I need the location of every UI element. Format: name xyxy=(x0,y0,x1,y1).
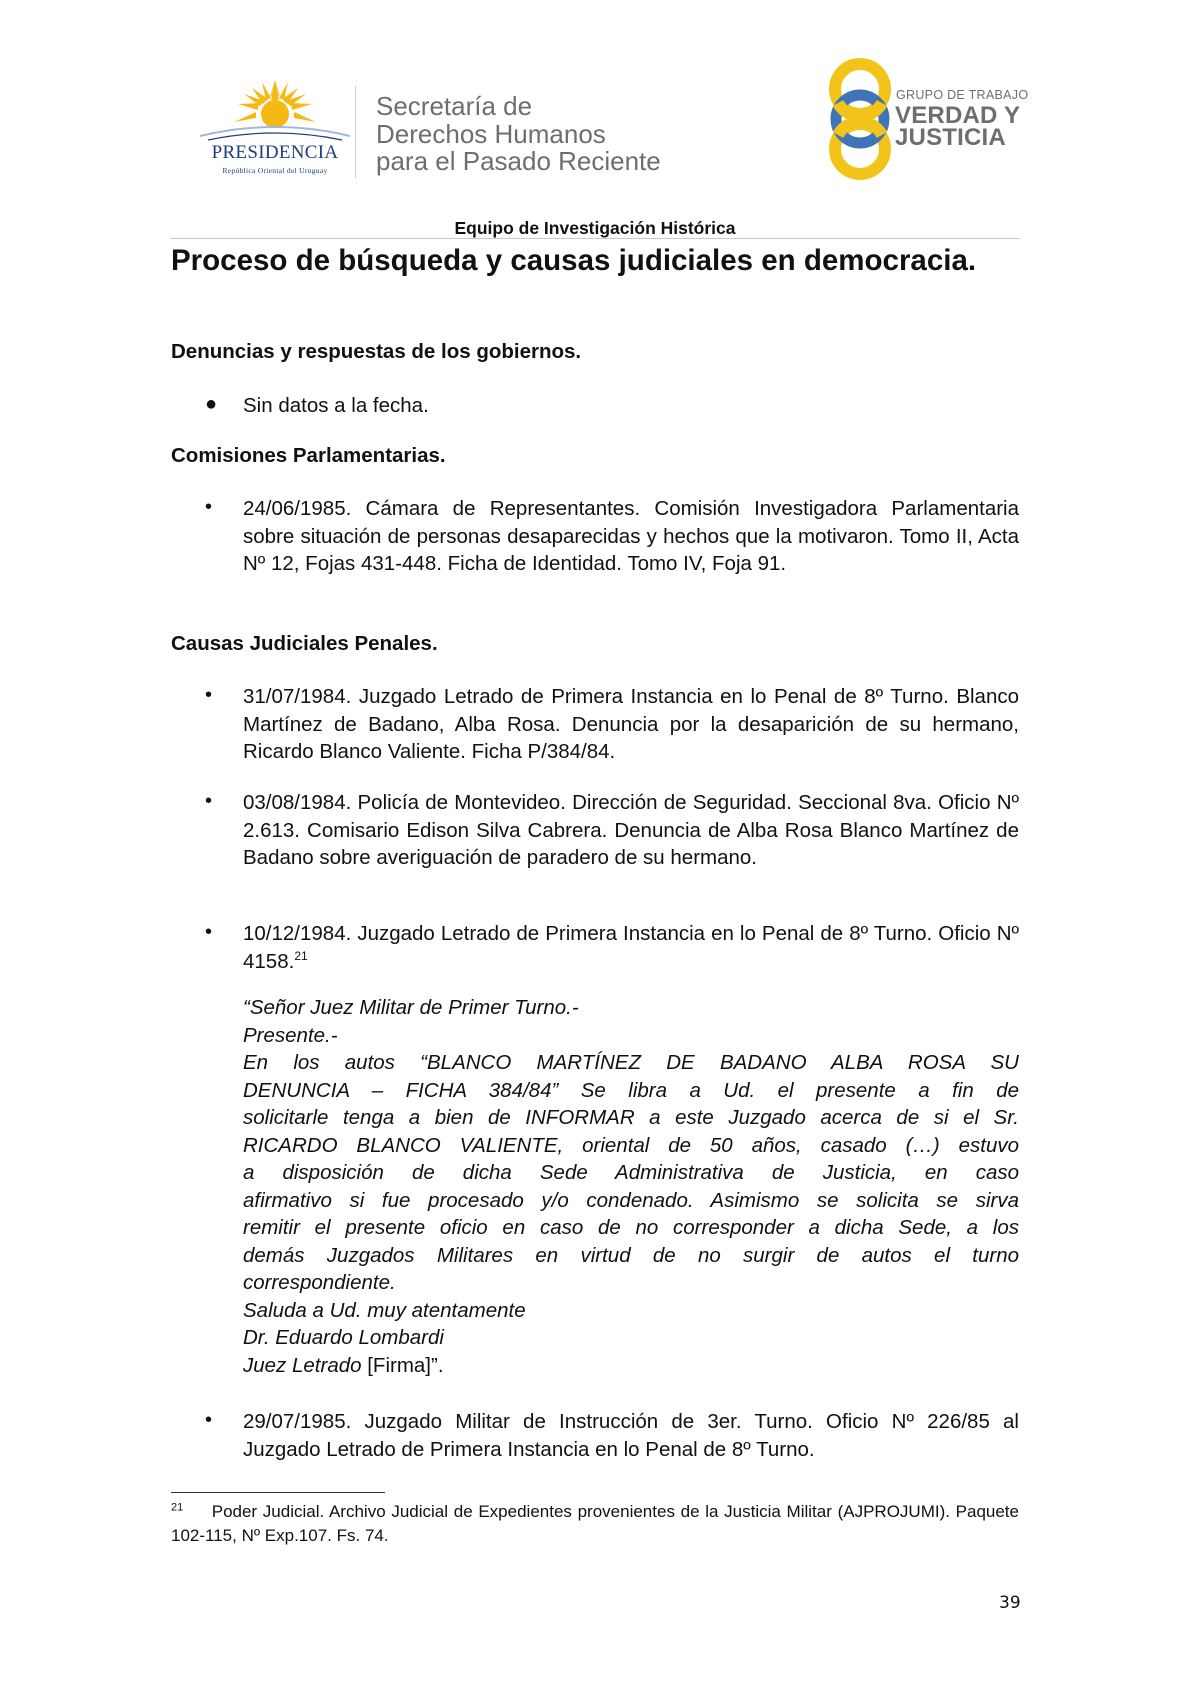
list-item: 29/07/1985. Juzgado Militar de Instrucción de 3er. Turno. Oficio Nº 226/85 al Juzgado Letrado de Primera Instancia en lo Penal de 8º Turno. xyxy=(243,1410,1019,1461)
secretaria-line-1: Secretaría de xyxy=(376,91,533,121)
grupo-trabajo-label: GRUPO DE TRABAJO xyxy=(896,88,1029,102)
list-item: 24/06/1985. Cámara de Representantes. Comisión Investigadora Parlamentaria sobre situación de personas desaparecidas y hechos que la motivaron. Tomo II, Acta Nº 12, Fojas 431-448. Ficha de Identidad. Tomo IV, Foja 91. xyxy=(243,497,1019,575)
quote-line: correspondiente. xyxy=(243,1271,396,1294)
presidencia-wordmark: PRESIDENCIA xyxy=(211,142,339,163)
presidencia-subtitle: República Oriental del Uruguay xyxy=(222,166,328,175)
presidencia-logo xyxy=(190,78,360,178)
bullet-icon: • xyxy=(205,684,213,706)
bullet-icon: • xyxy=(205,1409,213,1431)
bullet-icon: • xyxy=(205,790,213,812)
quote-signature-note: [Firma]”. xyxy=(367,1353,444,1377)
bullet-icon: ● xyxy=(205,393,218,415)
quote-line: a disposición de dicha Sede Administrativa de Justicia, en caso xyxy=(243,1161,1019,1184)
quoted-oficio xyxy=(243,994,1019,1379)
secretaria-line-2: Derechos Humanos xyxy=(376,119,606,149)
quote-line: “Señor Juez Militar de Primer Turno.- xyxy=(243,996,579,1019)
secretaria-line-3: para el Pasado Reciente xyxy=(376,146,661,176)
quote-line: solicitarle tenga a bien de INFORMAR a este Juzgado acerca de si el Sr. xyxy=(243,1106,1019,1129)
bullet-icon: • xyxy=(205,496,213,518)
quote-line: Saluda a Ud. muy atentamente xyxy=(243,1298,526,1322)
list-item xyxy=(243,920,1019,975)
list-item-text: 10/12/1984. Juzgado Letrado de Primera Instancia en lo Penal de 8º Turno. Oficio Nº 4158. xyxy=(243,922,1019,973)
quote-line: En los autos “BLANCO MARTÍNEZ DE BADANO ALBA ROSA SU xyxy=(243,1051,1019,1074)
quote-line-last xyxy=(243,1352,1019,1380)
section-heading-causas: Causas Judiciales Penales. xyxy=(171,632,438,655)
quote-line: remitir el presente oficio en caso de no corresponder a dicha Sede, a los xyxy=(243,1216,1019,1239)
section-heading-comisiones: Comisiones Parlamentarias. xyxy=(171,444,446,467)
quote-line: Dr. Eduardo Lombardi xyxy=(243,1326,444,1349)
justicia-label: JUSTICIA xyxy=(895,124,1006,151)
quote-signer-title: Juez Letrado xyxy=(243,1353,362,1377)
quote-line: RICARDO BLANCO VALIENTE, oriental de 50 años, casado (…) estuvo xyxy=(243,1133,1019,1157)
bullet-icon: • xyxy=(205,921,213,943)
list-item: 31/07/1984. Juzgado Letrado de Primera Instancia en lo Penal de 8º Turno. Blanco Martínez de Badano, Alba Rosa. Denuncia por la desaparición de su hermano, Ricardo Blanco Valiente. Ficha P/384/84. xyxy=(243,685,1019,763)
quote-line: DENUNCIA – FICHA 384/84” Se libra a Ud. el presente a fin de xyxy=(243,1078,1019,1102)
verdad-label: VERDAD Y xyxy=(895,102,1021,129)
sun-emblem-icon xyxy=(190,78,360,144)
header-rule xyxy=(170,238,1020,239)
page-title: Proceso de búsqueda y causas judiciales en democracia. xyxy=(171,244,977,277)
footnote xyxy=(171,1500,1019,1548)
footnote-number: 21 xyxy=(171,1501,184,1514)
section-heading-denuncias: Denuncias y respuestas de los gobiernos. xyxy=(171,340,582,363)
footnote-rule xyxy=(171,1492,385,1493)
team-heading: Equipo de Investigación Histórica xyxy=(454,218,736,238)
quote-line: Presente.- xyxy=(243,1023,338,1047)
quote-line: afirmativo si fue procesado y/o condenado. Asimismo se solicita se sirva xyxy=(243,1188,1019,1212)
quote-line: demás Juzgados Militares en virtud de no surgir de autos el turno xyxy=(243,1243,1019,1267)
footnote-text: Poder Judicial. Archivo Judicial de Expedientes provenientes de la Justicia Militar (AJPROJUMI). Paquete 102-115, Nº Exp.107. Fs. 74. xyxy=(171,1502,1019,1545)
page-number: 39 xyxy=(999,1593,1021,1613)
list-item: Sin datos a la fecha. xyxy=(243,394,429,417)
footnote-ref: 21 xyxy=(294,948,308,963)
header-divider xyxy=(355,86,356,178)
list-item: 03/08/1984. Policía de Montevideo. Dirección de Seguridad. Seccional 8va. Oficio Nº 2.613. Comisario Edison Silva Cabrera. Denuncia de Alba Rosa Blanco Martínez de Badano sobre averiguación de paradero de su hermano. xyxy=(243,791,1019,869)
